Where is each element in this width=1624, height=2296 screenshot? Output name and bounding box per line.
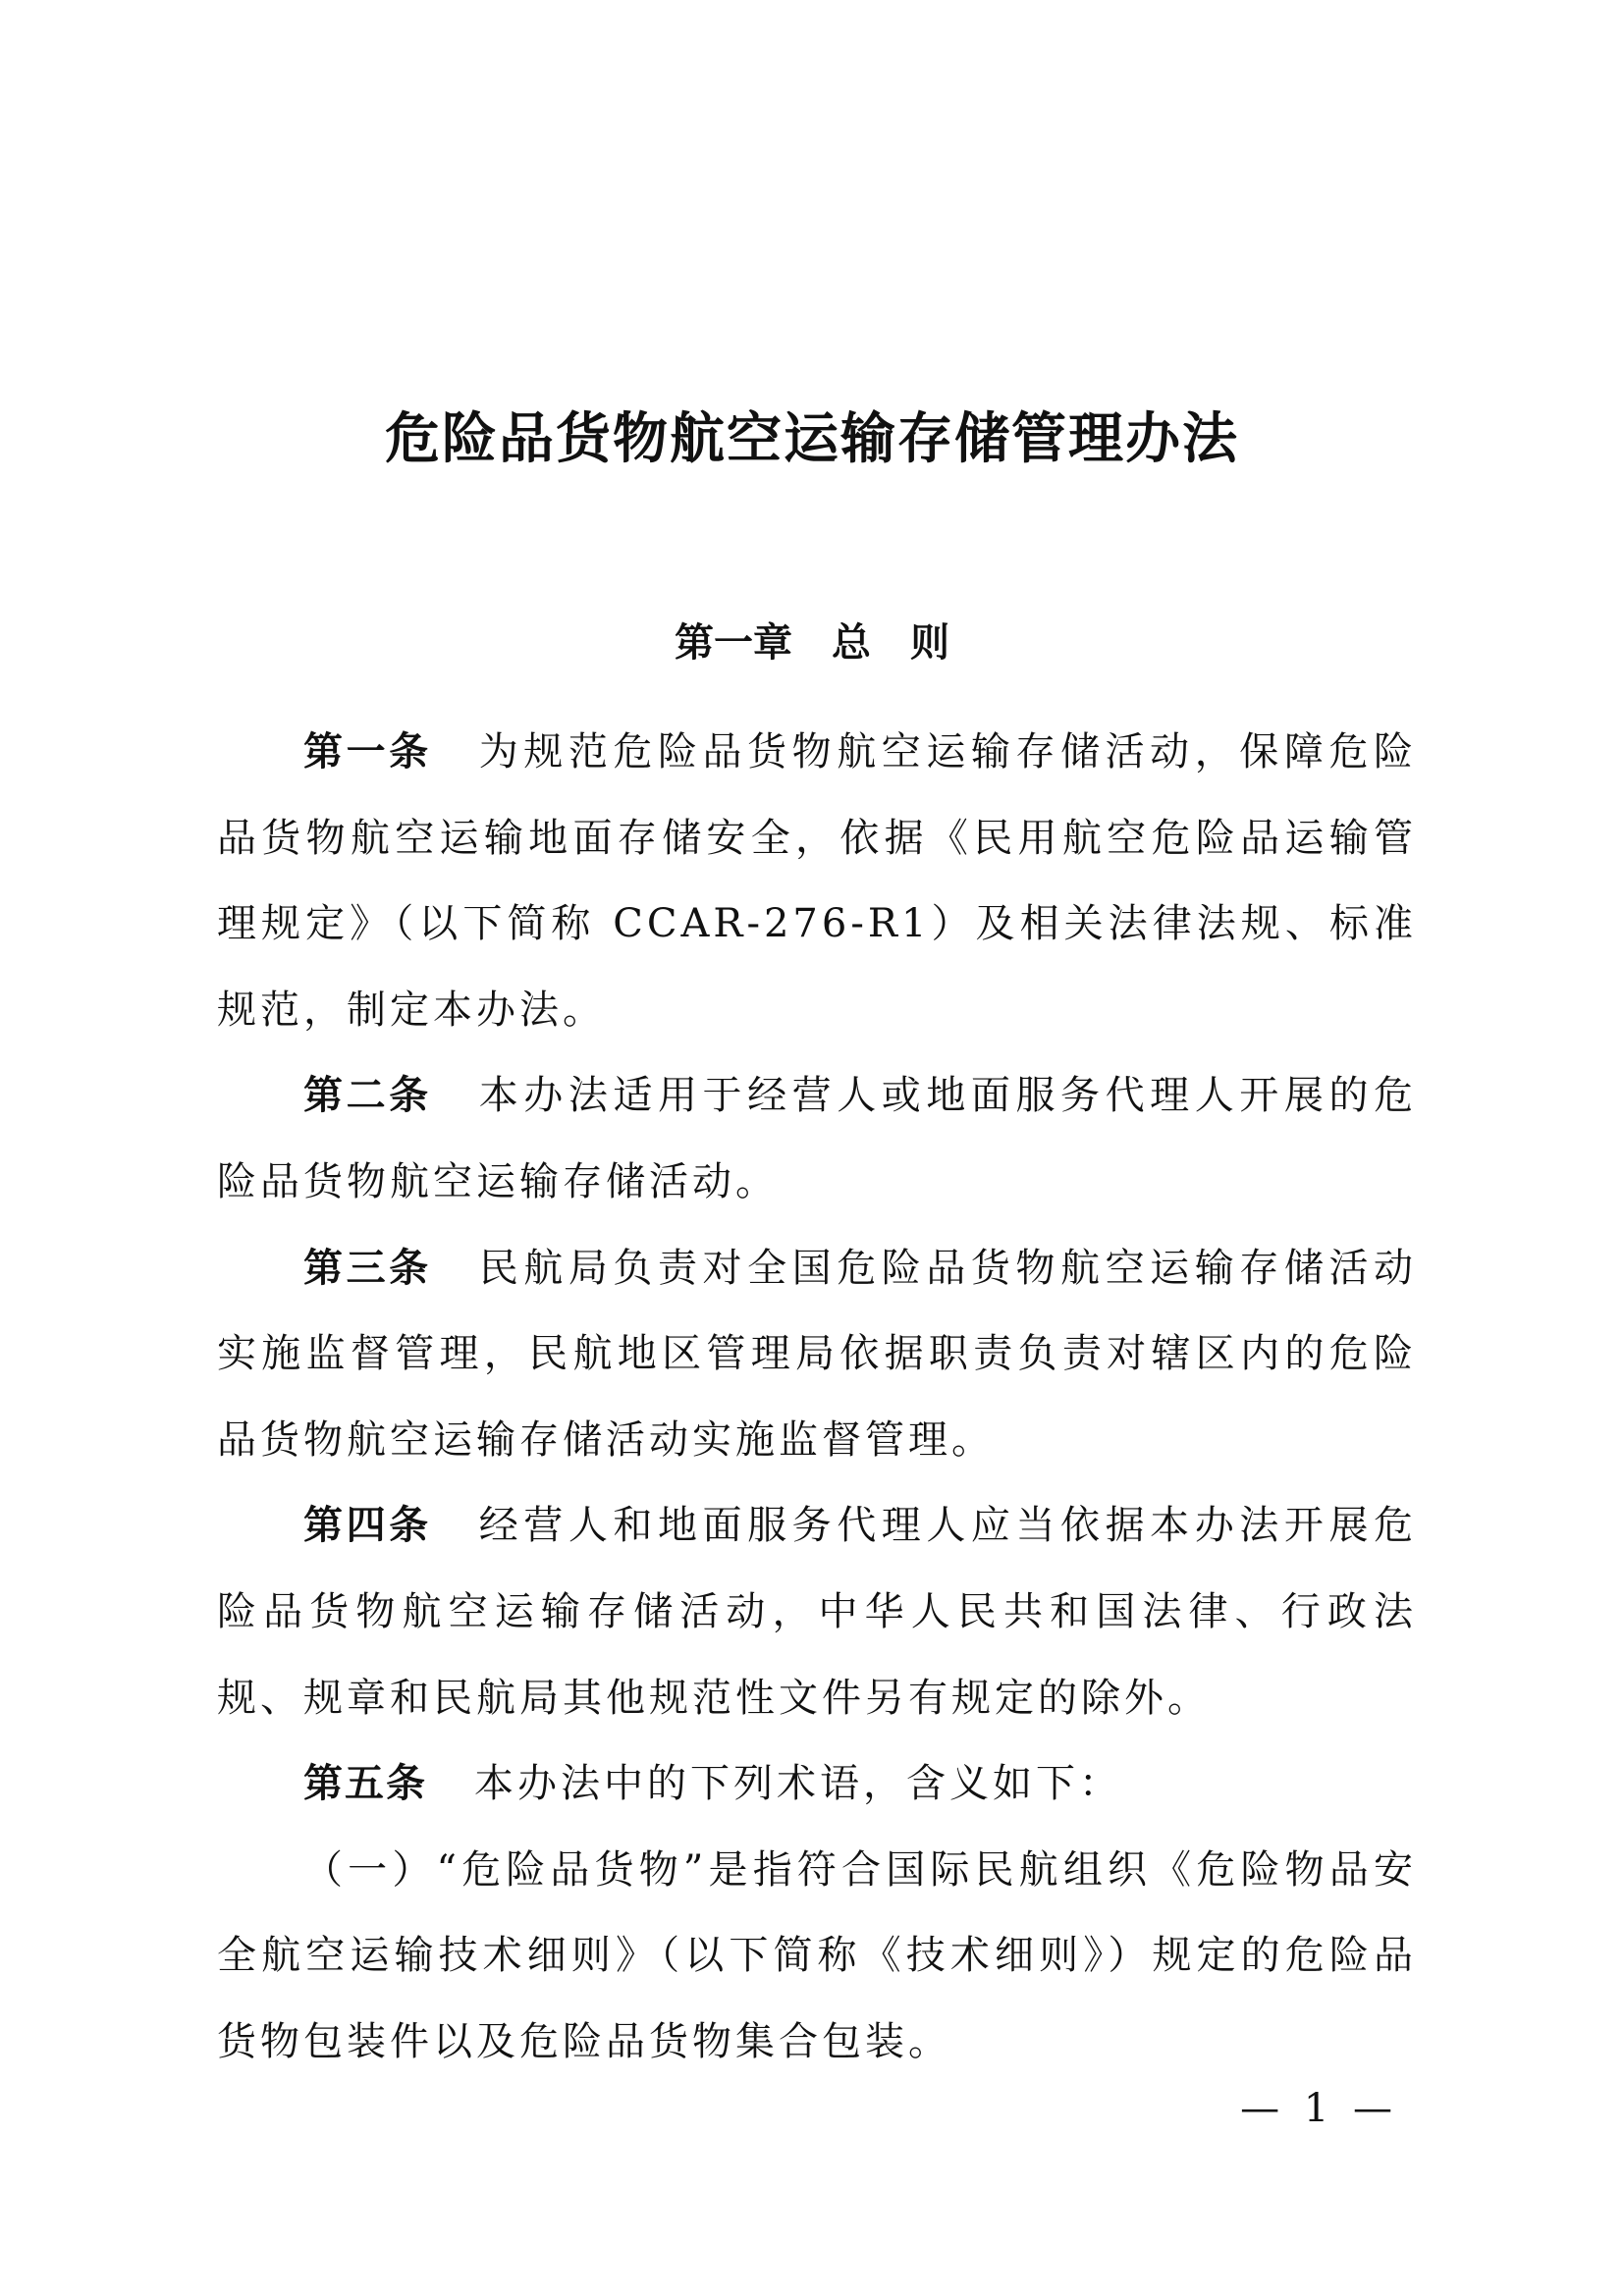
article-text: 本办法中的下列术语，含义如下： bbox=[474, 1761, 1122, 1807]
document-title: 危险品货物航空运输存储管理办法 bbox=[385, 407, 1239, 471]
article-text: 本办法适用于经营人或地面服务代理人开展的危险品货物航空运输存储活动。 bbox=[217, 1073, 1418, 1204]
article-number: 第二条 bbox=[303, 1073, 432, 1119]
article-number: 第四条 bbox=[303, 1503, 432, 1549]
article-text: 为规范危险品货物航空运输存储活动，保障危险品货物航空运输地面存储安全，依据《民用航空危险品运输管理规定》（以下简称 CCAR-276-R1）及相关法律法规、标准规范，制定本办法。 bbox=[217, 729, 1418, 1033]
article-number: 第三条 bbox=[303, 1245, 432, 1291]
clause-1 bbox=[217, 1828, 1417, 2086]
article-4 bbox=[217, 1483, 1417, 1741]
article-text: 经营人和地面服务代理人应当依据本办法开展危险品货物航空运输存储活动，中华人民共和国法律、行政法规、规章和民航局其他规范性文件另有规定的除外。 bbox=[217, 1503, 1418, 1721]
chapter-number: 第一章 bbox=[675, 620, 792, 666]
chapter-heading bbox=[0, 614, 1624, 672]
page-number: — 1 — bbox=[1240, 2086, 1398, 2131]
article-3 bbox=[217, 1226, 1417, 1484]
chapter-name: 总 则 bbox=[832, 620, 949, 666]
document-body bbox=[217, 710, 1417, 2086]
article-1 bbox=[217, 710, 1417, 1053]
article-text: 民航局负责对全国危险品货物航空运输存储活动实施监督管理，民航地区管理局依据职责负责对辖区内的危险品货物航空运输存储活动实施监督管理。 bbox=[217, 1245, 1418, 1463]
article-number: 第五条 bbox=[303, 1761, 427, 1807]
article-5 bbox=[217, 1741, 1417, 1828]
article-number: 第一条 bbox=[303, 729, 432, 774]
article-2 bbox=[217, 1053, 1417, 1225]
clause-text: （一）“危险品货物”是指符合国际民航组织《危险物品安全航空运输技术细则》（以下简称《技术细则》）规定的危险品货物包装件以及危险品货物集合包装。 bbox=[217, 1846, 1417, 2064]
